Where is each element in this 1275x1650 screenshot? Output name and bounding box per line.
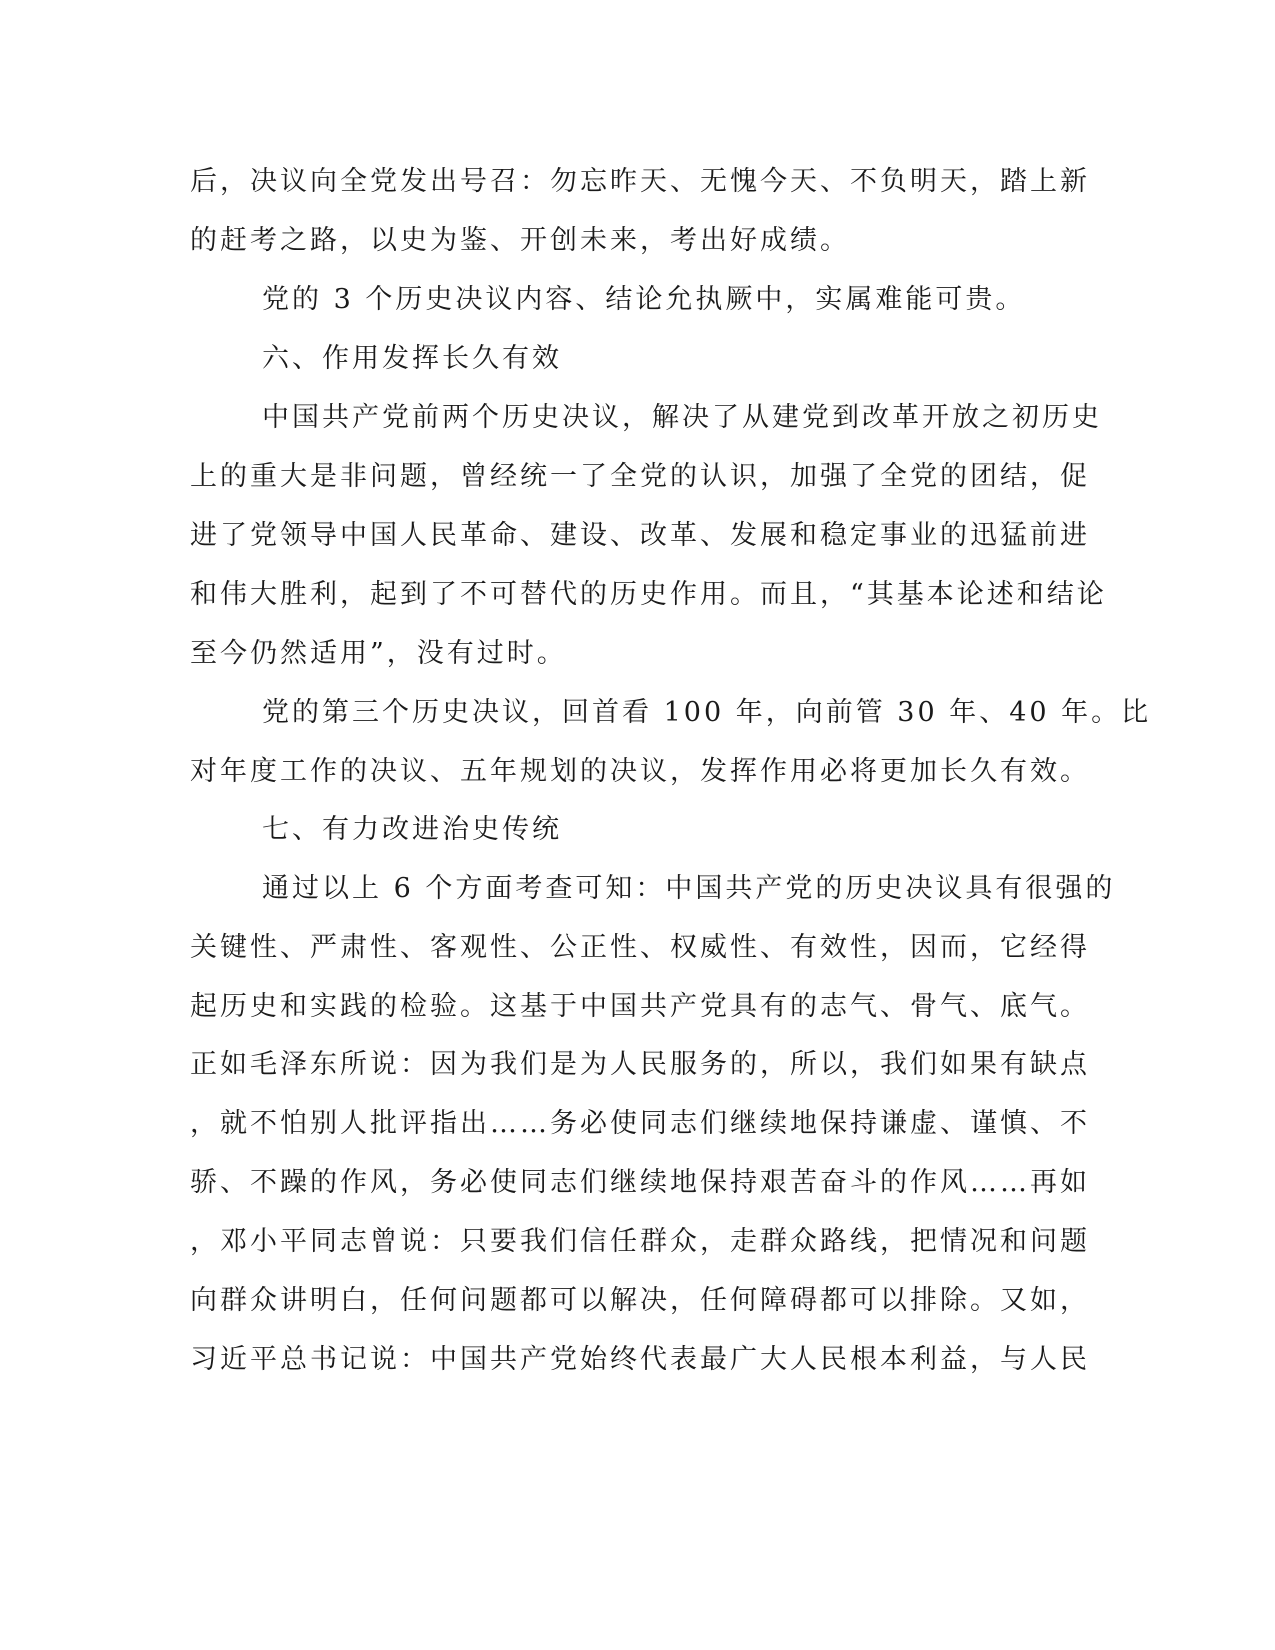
text-line-2: 的赶考之路，以史为鉴、开创未来，考出好成绩。 [190, 225, 850, 256]
paragraph-first-line: 党的第三个历史决议，回首看 100 年，向前管 30 年、40 年。比 [262, 697, 1152, 728]
text-line-9: 至今仍然适用”，没有过时。 [190, 638, 567, 669]
text-line-17: ，就不怕别人批评指出……务必使同志们继续地保持谦虚、谨慎、不 [190, 1108, 1090, 1139]
paragraph-first-line: 中国共产党前两个历史决议，解决了从建党到改革开放之初历史 [262, 402, 1102, 433]
text-line-14: 关键性、严肃性、客观性、公正性、权威性、有效性，因而，它经得 [190, 932, 1090, 963]
text-line-16: 正如毛泽东所说：因为我们是为人民服务的，所以，我们如果有缺点 [190, 1049, 1090, 1080]
text-line-19: ，邓小平同志曾说：只要我们信任群众，走群众路线，把情况和问题 [190, 1226, 1090, 1257]
text-line-8: 和伟大胜利，起到了不可替代的历史作用。而且，“其基本论述和结论 [190, 579, 1107, 610]
text-line-6: 上的重大是非问题，曾经统一了全党的认识，加强了全党的团结，促 [190, 461, 1090, 492]
section-heading-6: 六、作用发挥长久有效 [262, 343, 562, 374]
text-line-21: 习近平总书记说：中国共产党始终代表最广大人民根本利益，与人民 [190, 1344, 1090, 1375]
text-line-7: 进了党领导中国人民革命、建设、改革、发展和稳定事业的迅猛前进 [190, 520, 1090, 551]
text-line-11: 对年度工作的决议、五年规划的决议，发挥作用必将更加长久有效。 [190, 756, 1090, 787]
paragraph-first-line: 通过以上 6 个方面考查可知：中国共产党的历史决议具有很强的 [262, 873, 1116, 904]
text-line-18: 骄、不躁的作风，务必使同志们继续地保持艰苦奋斗的作风……再如 [190, 1167, 1090, 1198]
text-line-1: 后，决议向全党发出号召：勿忘昨天、无愧今天、不负明天，踏上新 [190, 166, 1090, 197]
text-line-20: 向群众讲明白，任何问题都可以解决，任何障碍都可以排除。又如， [190, 1285, 1090, 1316]
section-heading-7: 七、有力改进治史传统 [262, 814, 562, 845]
paragraph-first-line: 党的 3 个历史决议内容、结论允执厥中，实属难能可贵。 [262, 284, 1026, 315]
text-line-15: 起历史和实践的检验。这基于中国共产党具有的志气、骨气、底气。 [190, 991, 1090, 1022]
